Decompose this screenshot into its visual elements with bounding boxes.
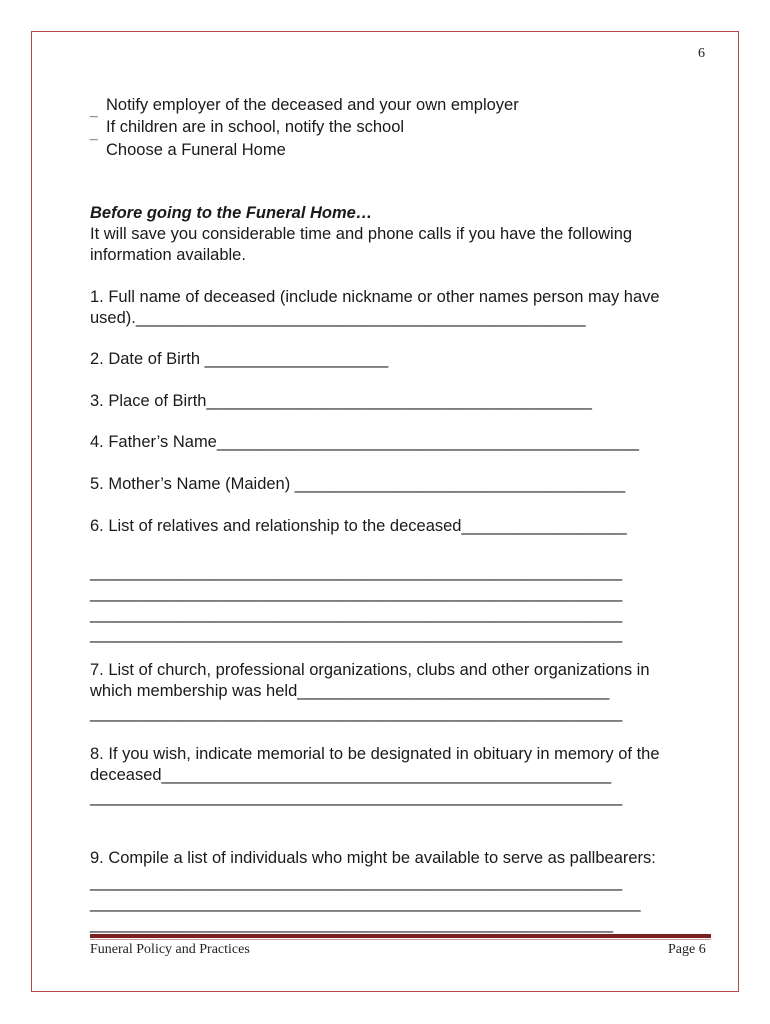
relatives-field[interactable]: 6. List of relatives and relationship to the deceased__________________ [90, 517, 627, 535]
header-page-number: 6 [698, 46, 705, 61]
blank-line[interactable]: __________________________________________________________ [90, 584, 623, 602]
blank-line[interactable]: __________________________________________________________ [90, 563, 623, 581]
blank-line[interactable]: __________________________________________________________ [90, 788, 623, 806]
footer-divider-thin [90, 939, 711, 940]
place-of-birth-field[interactable]: 3. Place of Birth__________________________________________ [90, 392, 592, 410]
footer-divider [90, 934, 711, 938]
blank-line[interactable]: _________________________________________________________ [90, 915, 614, 933]
blank-line[interactable]: __________________________________________________________ [90, 873, 623, 891]
question-memorial: 8. If you wish, indicate memorial to be designated in obituary in memory of the [90, 745, 660, 763]
question-full-name: 1. Full name of deceased (include nickname or other names person may have [90, 288, 660, 306]
checklist-item-school: If children are in school, notify the school [106, 118, 405, 136]
full-name-field[interactable]: used)._________________________________________________ [90, 309, 586, 327]
intro-text-line: information available. [90, 246, 246, 264]
checklist-bullet: ¯ [90, 114, 98, 130]
section-heading: Before going to the Funeral Home… [90, 204, 373, 222]
blank-line[interactable]: __________________________________________________________ [90, 605, 623, 623]
mothers-name-field[interactable]: 5. Mother’s Name (Maiden) ____________________________________ [90, 475, 626, 493]
blank-line[interactable]: ____________________________________________________________ [90, 894, 641, 912]
blank-line[interactable]: __________________________________________________________ [90, 625, 623, 643]
footer-document-title: Funeral Policy and Practices [90, 942, 250, 957]
checklist-item-funeral-home: Choose a Funeral Home [106, 141, 286, 159]
footer-page-number: Page 6 [668, 942, 706, 957]
intro-text-line: It will save you considerable time and phone calls if you have the following [90, 225, 633, 243]
checklist-item-employer: Notify employer of the deceased and your own employer [106, 96, 519, 114]
question-organizations: 7. List of church, professional organizations, clubs and other organizations in [90, 661, 650, 679]
question-pallbearers: 9. Compile a list of individuals who might be available to serve as pallbearers: [90, 849, 656, 867]
checklist-bullet: ¯ [90, 137, 98, 153]
date-of-birth-field[interactable]: 2. Date of Birth ____________________ [90, 350, 389, 368]
organizations-field[interactable]: which membership was held__________________________________ [90, 682, 610, 700]
memorial-field[interactable]: deceased_________________________________________________ [90, 766, 612, 784]
fathers-name-field[interactable]: 4. Father’s Name______________________________________________ [90, 433, 639, 451]
blank-line[interactable]: __________________________________________________________ [90, 704, 623, 722]
